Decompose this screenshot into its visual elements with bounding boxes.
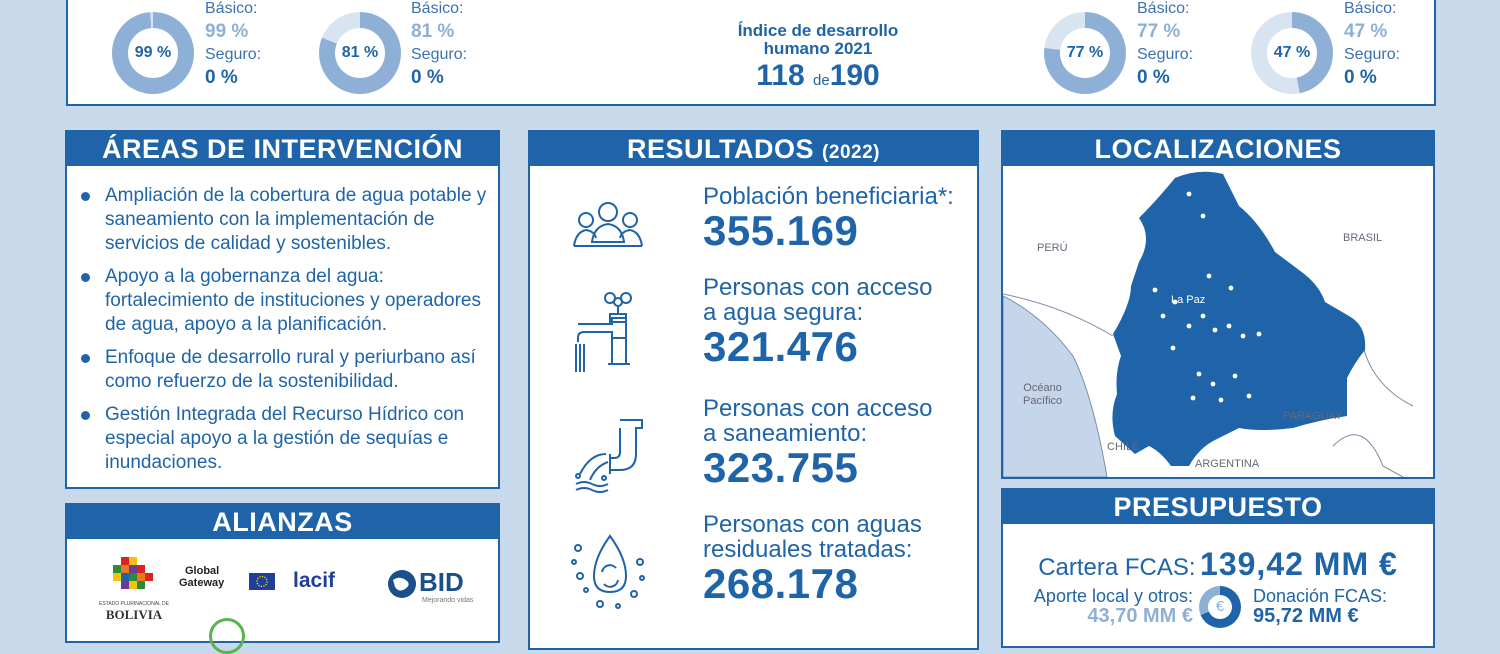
- alianzas-panel: [65, 503, 500, 643]
- areas-panel: [65, 130, 500, 489]
- result-label: a agua segura:: [703, 299, 864, 326]
- resultados-panel: [528, 130, 979, 650]
- basico-label: Básico:: [1137, 0, 1190, 17]
- map-label-paraguay: PARAGUAY: [1283, 410, 1343, 422]
- result-item: [703, 512, 922, 606]
- result-label: Población beneficiaria*:: [703, 183, 954, 210]
- basico-label: Básico:: [205, 0, 258, 17]
- result-value: 321.476: [703, 323, 859, 370]
- coverage-values: [411, 0, 467, 89]
- basico-label: Básico:: [411, 0, 464, 17]
- cartera-line: [1003, 546, 1433, 583]
- coverage-donut: [1044, 12, 1126, 94]
- global-gateway-line1: Global: [185, 565, 220, 577]
- seguro-value: 0 %: [1344, 67, 1377, 88]
- donacion-label: Donación FCAS:: [1253, 586, 1388, 606]
- seguro-label: Seguro:: [411, 46, 468, 63]
- map-label-argentina: ARGENTINA: [1195, 458, 1260, 470]
- bid-tagline: Mejorando vidas: [422, 597, 474, 604]
- map-label-peru: PERÚ: [1037, 242, 1068, 254]
- water-drop-icon: [570, 532, 650, 617]
- resultados-title: [530, 132, 977, 166]
- map-label-brasil: BRASIL: [1343, 232, 1383, 244]
- resultados-title-text: RESULTADOS: [627, 134, 815, 164]
- coverage-strip: [66, 0, 1436, 106]
- idh-total: 190: [829, 59, 880, 92]
- seguro-label: Seguro:: [1344, 46, 1401, 63]
- list-item: Enfoque de desarrollo rural y periurbano así como refuerzo de la sostenibilidad.: [81, 346, 491, 394]
- localizaciones-panel: [1001, 130, 1435, 479]
- coverage-donut: [112, 12, 194, 94]
- eu-flag-icon: [249, 573, 275, 590]
- donut-label: 81 %: [335, 28, 385, 78]
- resultados-year: (2022): [822, 142, 880, 163]
- bolivia-logo-text: BOLIVIA: [105, 607, 163, 622]
- alianzas-title: ALIANZAS: [67, 505, 498, 539]
- idh-rank-value: 118: [756, 59, 805, 92]
- bid-logo-text: BID: [419, 567, 464, 597]
- coverage-values: [1137, 0, 1193, 89]
- map-label-chile: CHILE: [1107, 441, 1140, 453]
- idh-title-line1: Índice de desarrollo: [737, 21, 899, 40]
- list-item: Apoyo a la gobernanza del agua: fortalecimiento de instituciones y operadores de agua, apoyo a la planificación.: [81, 265, 491, 337]
- map-label-la-paz: La Paz: [1171, 294, 1206, 306]
- basico-value: 47 %: [1344, 21, 1388, 42]
- list-item: Gestión Integrada del Recurso Hídrico con especial apoyo a la gestión de sequías e inundaciones.: [81, 403, 491, 475]
- idh-de: de: [813, 72, 830, 89]
- cartera-label: Cartera FCAS:: [1038, 554, 1196, 581]
- tap-icon: [570, 290, 646, 379]
- global-gateway-line2: Gateway: [179, 577, 225, 589]
- coverage-values: [205, 0, 261, 89]
- map-label-oceano-line1: Océano: [1023, 382, 1062, 394]
- donut-label: 77 %: [1060, 28, 1110, 78]
- idh-block: [668, 22, 968, 99]
- global-gateway-logo: [179, 565, 239, 589]
- basico-value: 81 %: [411, 21, 455, 42]
- presupuesto-title: PRESUPUESTO: [1003, 490, 1433, 524]
- result-label: a saneamiento:: [703, 420, 868, 447]
- donut-label: 99 %: [128, 28, 178, 78]
- lacif-logo: lacif: [293, 569, 336, 592]
- aporte-block: [1017, 586, 1193, 626]
- coverage-donut: [1251, 12, 1333, 94]
- presupuesto-panel: [1001, 488, 1435, 648]
- result-label: residuales tratadas:: [703, 536, 913, 563]
- localizaciones-title: LOCALIZACIONES: [1003, 132, 1433, 166]
- coverage-values: [1344, 0, 1400, 89]
- result-value: 355.169: [703, 207, 859, 254]
- people-icon: [570, 196, 646, 257]
- result-item: [703, 396, 932, 490]
- bolivia-logo-caption: [89, 601, 179, 623]
- seguro-value: 0 %: [205, 67, 238, 88]
- partner-logo-partial: [209, 618, 245, 654]
- budget-donut: [1199, 586, 1241, 628]
- donacion-value: 95,72 MM €: [1253, 605, 1359, 627]
- idh-rank: [668, 58, 968, 99]
- result-label: Personas con aguas: [703, 511, 922, 538]
- result-value: 268.178: [703, 560, 859, 607]
- result-item: [703, 184, 954, 253]
- seguro-value: 0 %: [1137, 67, 1170, 88]
- result-value: 323.755: [703, 444, 859, 491]
- cartera-value: 139,42 MM €: [1200, 546, 1398, 582]
- bid-globe-icon: [387, 569, 417, 599]
- euro-icon: €: [1208, 595, 1232, 619]
- seguro-label: Seguro:: [1137, 46, 1194, 63]
- bolivia-seal-logo: [107, 551, 157, 599]
- pipe-icon: [570, 414, 650, 499]
- result-label: Personas con acceso: [703, 274, 933, 301]
- bolivia-map: [1003, 166, 1433, 477]
- areas-title: ÁREAS DE INTERVENCIÓN: [67, 132, 498, 166]
- donut-label: 47 %: [1267, 28, 1317, 78]
- seguro-value: 0 %: [411, 67, 444, 88]
- result-item: [703, 275, 932, 369]
- result-label: Personas con acceso: [703, 395, 933, 422]
- seguro-label: Seguro:: [205, 46, 262, 63]
- map-label-oceano-line2: Pacífico: [1023, 395, 1063, 407]
- aporte-value: 43,70 MM €: [1087, 605, 1193, 627]
- donacion-block: [1253, 586, 1387, 626]
- list-item: Ampliación de la cobertura de agua potable y saneamiento con la implementación de servicios de calidad y sostenibles.: [81, 184, 491, 256]
- basico-label: Básico:: [1344, 0, 1397, 17]
- coverage-donut: [319, 12, 401, 94]
- areas-list: [81, 184, 491, 484]
- basico-value: 77 %: [1137, 21, 1181, 42]
- map-label-oceano: [1023, 382, 1062, 408]
- basico-value: 99 %: [205, 21, 249, 42]
- idh-title-line2: humano 2021: [763, 39, 873, 58]
- bolivia-logo-small-text: ESTADO PLURINACIONAL DE: [98, 601, 169, 607]
- aporte-label: Aporte local y otros:: [1033, 586, 1193, 606]
